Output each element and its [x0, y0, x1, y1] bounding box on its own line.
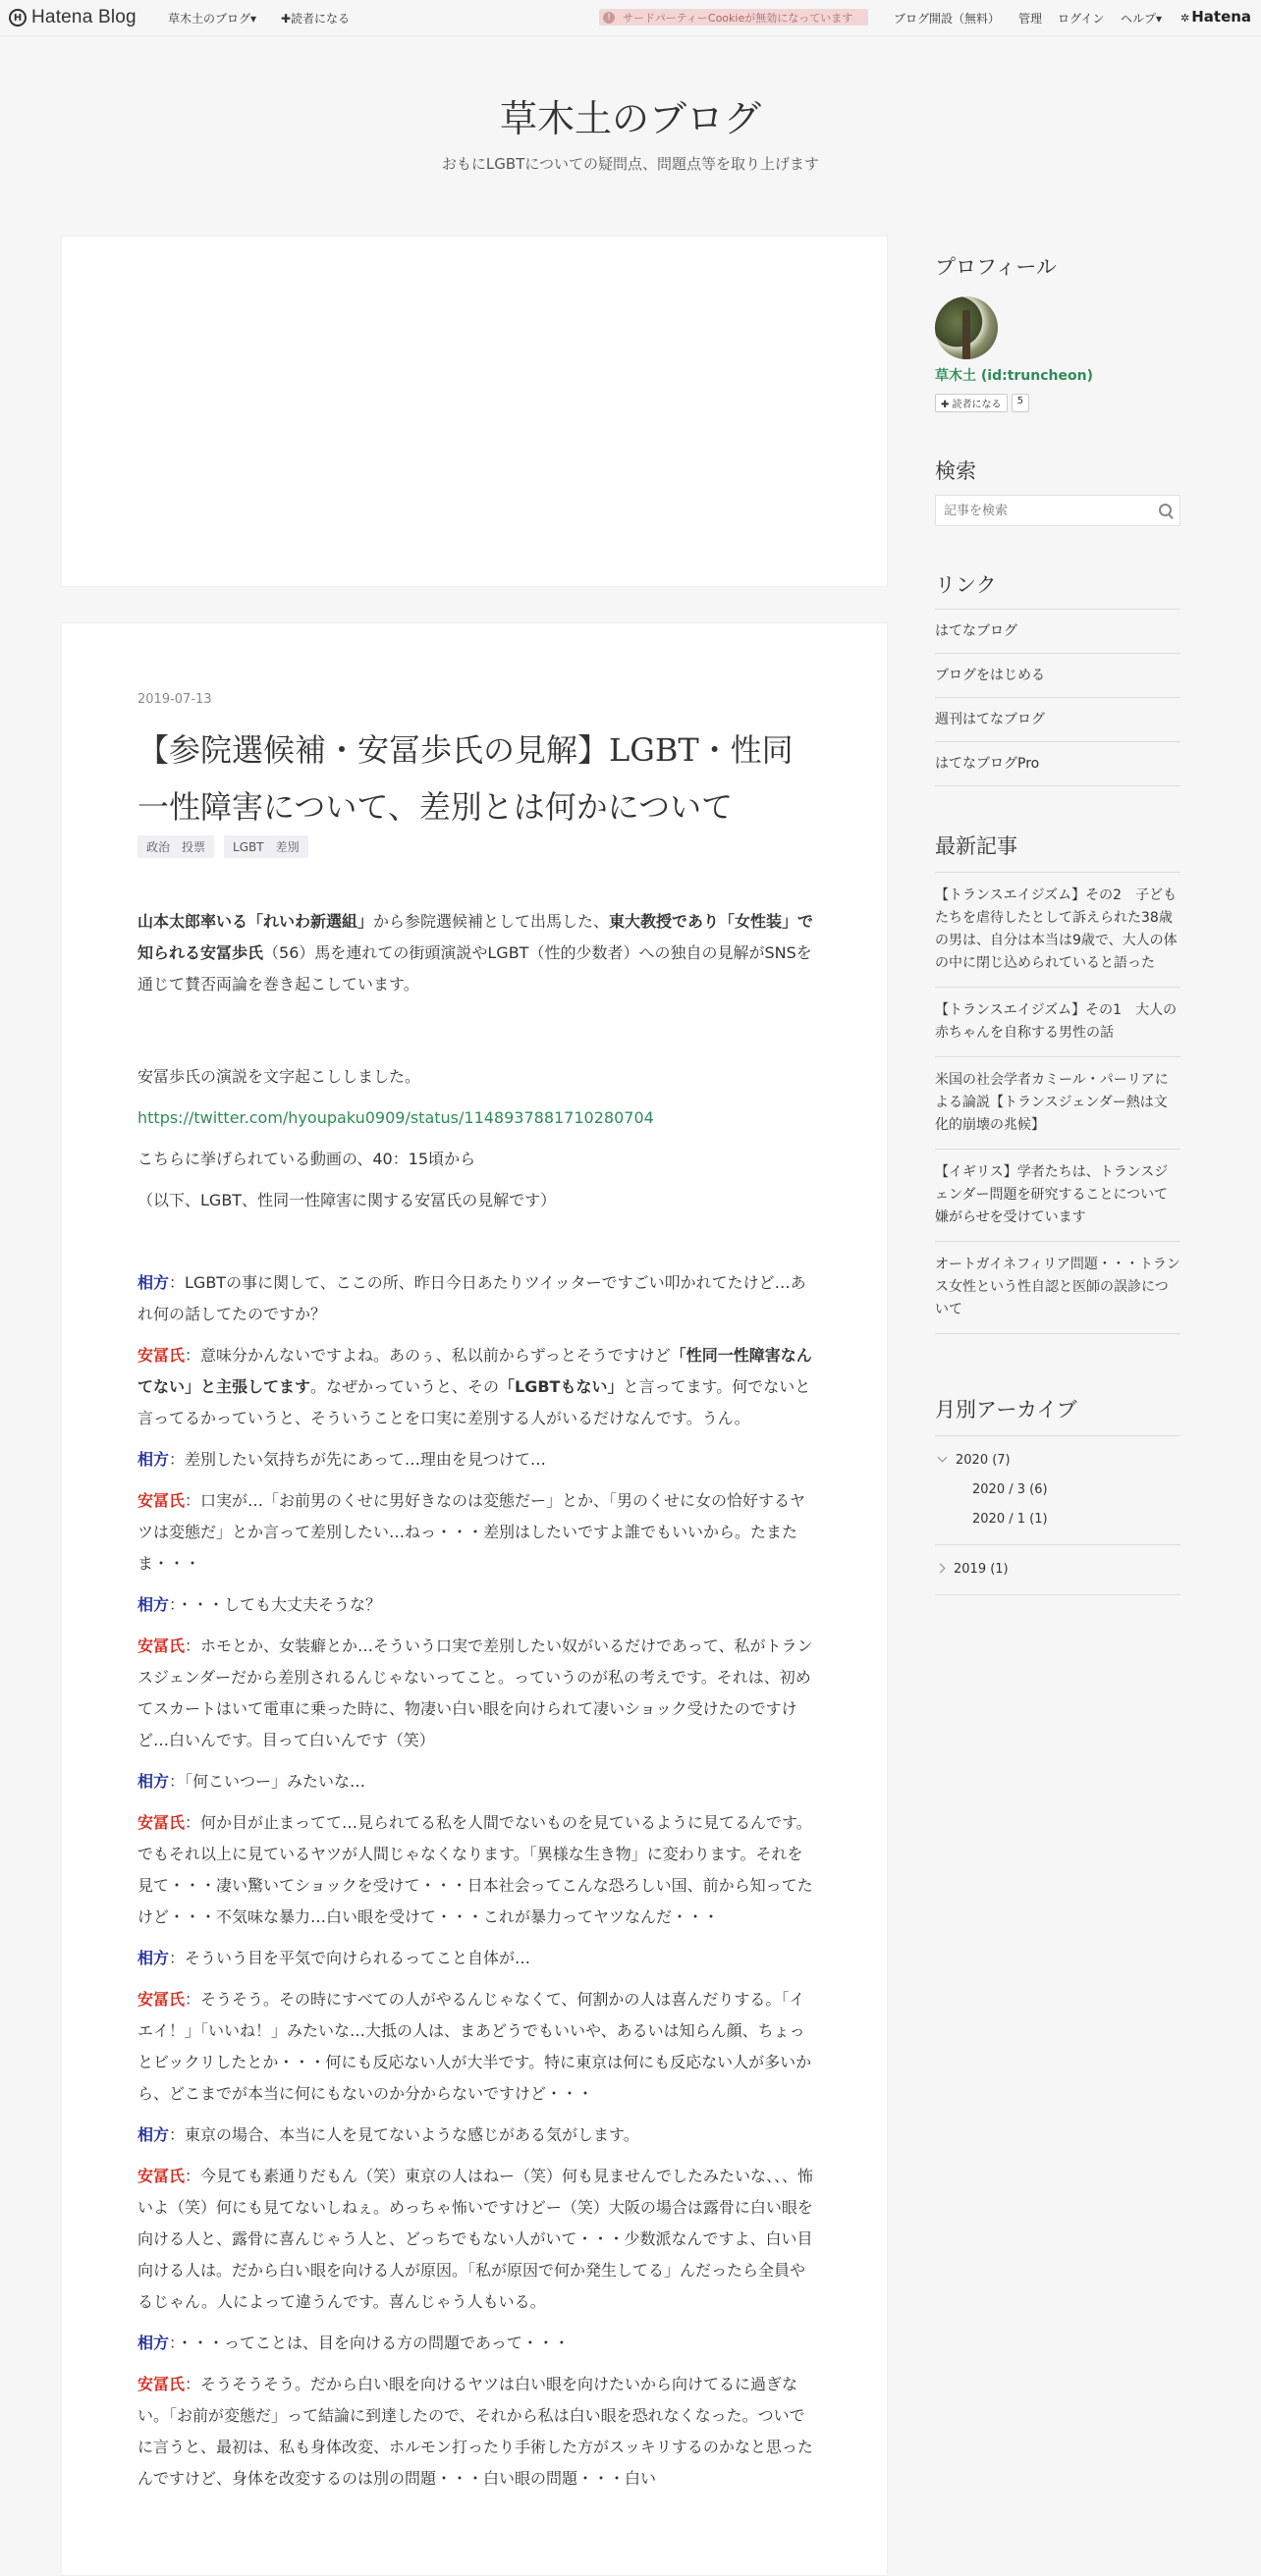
speaker-label: 安冨氏 [137, 2375, 186, 2393]
bold-text: 「性同一性障害なんてない」と主張してます [137, 1346, 812, 1396]
dialogue-line [137, 2120, 815, 2151]
hatena-logo-icon: H [9, 9, 27, 27]
search-icon[interactable] [1159, 504, 1172, 516]
archive-list [935, 1435, 1180, 1595]
profile-heading: プロフィール [935, 255, 1057, 279]
dialogue-text: ：差別したい気持ちが先にあって…理由を見つけて… [169, 1450, 546, 1469]
speaker-label: 安冨氏 [137, 1637, 186, 1655]
search-heading: 検索 [935, 459, 976, 483]
dialogue-line [137, 1589, 815, 1621]
blog-title[interactable]: 草木土のブログ [499, 97, 761, 140]
blog-menu-dropdown[interactable]: 草木土のブログ▾ [168, 12, 257, 26]
chevron-down-icon[interactable] [938, 1453, 948, 1463]
recent-heading: 最新記事 [935, 834, 1017, 858]
category-tag[interactable]: 政治 投票 [137, 835, 214, 858]
dialogue-text: ：そうそうそう。だから白い眼を向けるヤツは白い眼を向けたいから向けてるに過ぎない。「お前が変態だ」って結論に到達したので、それから私は白い眼を恐れなくなった。ついでに言うと、最初は、私も身体改変、ホルモン打ったり手術した方がスッキリするのかなと思ったんですけど、身体を改変するのは別の問題・・・白い眼の問題・・・白い [137, 2375, 813, 2488]
recent-item[interactable]: 【トランスエイジズム】その2 子どもたちを虐待したとして訴えられた38歳の男は、自分は本当は9歳で、大人の体の中に閉じ込められていると語った [935, 873, 1180, 988]
dialogue-text: ：・・・ってことは、目を向ける方の問題であって・・・ [169, 2334, 570, 2352]
dialogue-line [137, 1943, 815, 1974]
follow-widget [935, 394, 1029, 412]
dialogue-text: ：ホモとか、女装癖とか…そういう口実で差別したい奴がいるだけであって、私がトランスジェンダーだから差別されるんじゃないってこと。っていうのが私の考えです。それは、初めてスカートはいて電車に乗った時に、物凄い白い眼を向けられて凄いショック受けたのですけど…白いんです。目って白いんです（笑） [137, 1637, 813, 1749]
search-box [935, 495, 1180, 526]
recent-item[interactable]: オートガイネフィリア問題・・・トランス女性という性自認と医師の誤診について [935, 1242, 1180, 1334]
cookie-notice[interactable] [599, 9, 868, 26]
archive-month[interactable]: 2020 / 1 (1) [935, 1505, 1180, 1545]
recent-list [935, 872, 1180, 1334]
links-heading: リンク [935, 573, 997, 597]
link-item[interactable]: 週刊はてなブログ [935, 698, 1180, 742]
archive-year[interactable] [935, 1446, 1180, 1476]
dialogue-line [137, 1340, 815, 1434]
dialogue-line [137, 1631, 815, 1756]
follow-button[interactable]: ✚ 読者になる [935, 394, 1008, 412]
profile-name-link[interactable]: 草木土 (id:truncheon) [935, 368, 1093, 384]
twitter-link[interactable]: https://twitter.com/hyoupaku0909/status/1148937881710280704 [137, 1108, 654, 1127]
ad-area [61, 236, 888, 587]
article [61, 622, 888, 2576]
article-date[interactable]: 2019-07-13 [137, 692, 212, 707]
speaker-label: 安冨氏 [137, 1813, 186, 1832]
category-list [137, 835, 308, 858]
speaker-label: 安冨氏 [137, 1346, 186, 1365]
dialogue-line [137, 1984, 815, 2110]
hatena-mark-icon: ✲ [1180, 12, 1190, 25]
speaker-label: 相方 [137, 1772, 170, 1791]
link-item[interactable]: はてなブログ [935, 610, 1180, 654]
avatar[interactable] [935, 296, 998, 359]
text: （56）馬を連れての街頭演説やLGBT（性的少数者）への独自の見解がSNSを通じて賛否両論を巻き起こしています。 [137, 943, 812, 993]
dialogue-text: ：口実が…「お前男のくせに男好きなのは変態だー」とか、「男のくせに女の恰好するヤツは変態だ」とか言って差別したい…ねっ・・・差別はしたいですよ誰でもいいから。たまたま・・・ [137, 1491, 806, 1573]
bold-text: 東大教授であり「女性装」で知られる安冨歩氏 [137, 912, 814, 962]
recent-item[interactable]: 米国の社会学者カミール・パーリアによる論説【トランスジェンダー熱は文化的崩壊の兆候】 [935, 1057, 1180, 1150]
archive-heading: 月別アーカイブ [935, 1398, 1077, 1422]
link-item[interactable]: はてなブログPro [935, 742, 1180, 786]
dialogue-text: 。なぜかっていうと、その [310, 1377, 500, 1396]
speaker-label: 相方 [137, 2125, 170, 2144]
open-blog-link[interactable]: ブログ開設（無料） [894, 12, 1001, 26]
follow-blog-link[interactable]: ✚読者になる [281, 12, 351, 26]
dialogue-line [137, 1807, 815, 1933]
article-title[interactable]: 【参院選候補・安冨歩氏の見解】LGBT・性同一性障害について、差別とは何かについて [137, 731, 794, 826]
speaker-label: 安冨氏 [137, 1990, 186, 2009]
dialogue-text: ：LGBTの事に関して、ここの所、昨日今日あたりツイッターですごい叩かれてたけど…あれ何の話してたのですか？ [137, 1273, 806, 1323]
hatena-link[interactable] [1180, 8, 1251, 26]
hatena-blog-logo[interactable] [9, 7, 137, 28]
speaker-label: 相方 [137, 1949, 170, 1967]
lead-paragraph [137, 906, 815, 1000]
dialogue-line [137, 2328, 815, 2359]
dialogue-line [137, 2161, 815, 2318]
blog-description: おもにLGBTについての疑問点、問題点等を取り上げます [441, 155, 820, 173]
follower-count[interactable]: 5 [1012, 394, 1029, 412]
speaker-label: 相方 [137, 1273, 170, 1292]
dialogue-line [137, 1766, 815, 1798]
dialogue-line [137, 1444, 815, 1476]
archive-year-label: 2019 (1) [954, 1562, 1009, 1577]
dialogue-text: ：東京の場合、本当に人を見てないような感じがある気がします。 [169, 2125, 639, 2144]
chevron-right-icon[interactable] [936, 1564, 946, 1574]
bold-text: 「LGBTもない」 [499, 1377, 624, 1396]
article-body [137, 906, 815, 2504]
dialogue-line [137, 1485, 815, 1580]
archive-year[interactable] [935, 1555, 1180, 1595]
paragraph: 安冨歩氏の演説を文字起こししました。 [137, 1067, 421, 1086]
top-navbar [0, 0, 1261, 36]
dialogue-line [137, 1267, 815, 1330]
recent-item[interactable]: 【イギリス】学者たちは、トランスジェンダー問題を研究することについて嫌がらせを受けています [935, 1150, 1180, 1242]
speaker-label: 安冨氏 [137, 1491, 186, 1510]
archive-year-label: 2020 (7) [956, 1453, 1011, 1468]
dialogue-text: ：意味分かんないですよね。あのぅ、私以前からずっとそうですけど [185, 1346, 671, 1365]
link-item[interactable]: ブログをはじめる [935, 654, 1180, 698]
cookie-notice-text: サードパーティーCookieが無効になっています [623, 11, 853, 25]
logo-text: Hatena Blog [31, 7, 137, 27]
archive-month[interactable]: 2020 / 3 (6) [972, 1482, 1048, 1497]
paragraph: （以下、LGBT、性同一性障害に関する安冨氏の見解です） [137, 1191, 557, 1209]
dialogue-text: と言ってます。何でないと言ってるかっていうと、そういうことを口実に差別する人がいるだけなんです。うん。 [137, 1377, 811, 1427]
dialogue-text: ：「何こいつー」みたいな… [169, 1772, 366, 1791]
help-dropdown[interactable]: ヘルプ▾ [1121, 12, 1163, 26]
recent-item[interactable]: 【トランスエイジズム】その1 大人の赤ちゃんを自称する男性の話 [935, 988, 1180, 1057]
text: から参院選候補として出馬した、 [373, 912, 610, 931]
dialogue-text: ：そういう目を平気で向けられるってこと自体が… [169, 1949, 531, 1967]
speaker-label: 相方 [137, 1450, 170, 1469]
manage-link[interactable]: 管理 [1018, 12, 1043, 26]
bold-text: 山本太郎率いる「れいわ新選組」 [137, 912, 374, 931]
dialogue-text: ：今見ても素通りだもん（笑）東京の人はねー（笑）何も見ませんでしたみたいな、、、怖いよ（笑）何にも見てないしねぇ。めっちゃ怖いですけどー（笑）大阪の場合は露骨に白い眼を向ける人と、露骨に喜んじゃう人と、どっちでもない人がいて・・・少数派なんですよ、白い目向ける人は。だから白い眼を向ける人が原因。「私が原因で何か発生してる」んだったら全員やるじゃん。人によって違うんです。喜んじゃう人もいる。 [137, 2167, 814, 2311]
dialogue-text: ：何か目が止まってて…見られてる私を人間でないものを見ているように見てるんです。でもそれ以上に見ているヤツが人間じゃなくなります。「異様な生き物」に変わります。それを見て・・・凄い驚いてショックを受けて・・・日本社会ってこんな恐ろしい国、前から知ってたけど・・・不気味な暴力…白い眼を受けて・・・これが暴力ってヤツなんだ・・・ [137, 1813, 813, 1926]
links-list [935, 609, 1180, 786]
search-input[interactable] [942, 496, 1152, 525]
dialogue-line [137, 2369, 815, 2495]
dialogue-text: ：・・・しても大丈夫そうな？ [169, 1595, 382, 1614]
login-link[interactable]: ログイン [1058, 12, 1105, 26]
speaker-label: 相方 [137, 2334, 170, 2352]
speaker-label: 安冨氏 [137, 2167, 186, 2185]
paragraph: こちらに挙げられている動画の、40：15頃から [137, 1150, 476, 1168]
hatena-text: Hatena [1191, 8, 1252, 26]
category-tag[interactable]: LGBT 差別 [224, 835, 308, 858]
speaker-label: 相方 [137, 1595, 170, 1614]
info-icon: ! [603, 12, 615, 24]
dialogue-text: ：そうそう。その時にすべての人がやるんじゃなくて、何割かの人は喜んだりする。「イエイ！」「いいね！」みたいな…大抵の人は、まあどうでもいいや、あるいは知らん顔、ちょっとビックリしたとか・・・何にも反応ない人が大半です。特に東京は何にも反応ない人が多いから、どこまでが本当に何にもないのか分からないですけど・・・ [137, 1990, 812, 2103]
